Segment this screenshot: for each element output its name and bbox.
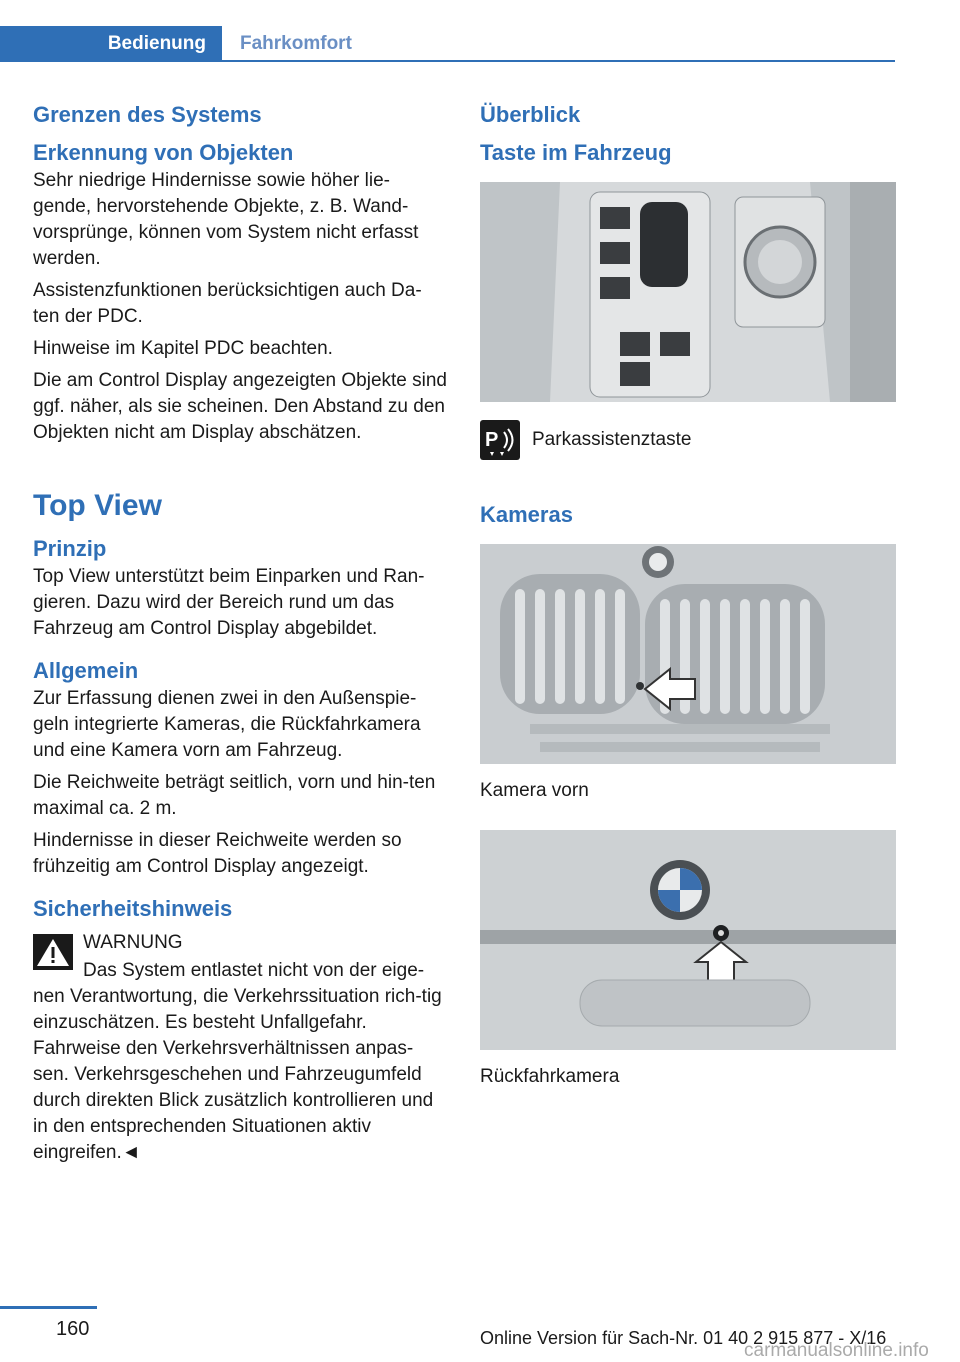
paragraph: Zur Erfassung dienen zwei in den Außenspie-geln integrierte Kameras, die Rückfahrkamera und eine Kamera vorn am Fahrzeug. [33,688,421,761]
paragraph: Top View unterstützt beim Einparken und Ran-gieren. Dazu wird der Bereich rund um das Fahrzeug am Control Display abgebildet. [33,566,425,639]
paragraph: Assistenzfunktionen berücksichtigen auch Da-ten der PDC. [33,280,422,327]
caption-front-camera: Kamera vorn [480,780,589,801]
heading-top-view: Top View [33,489,162,522]
watermark: carmanualsonline.info [744,1340,929,1361]
warning-block [33,930,448,1166]
heading-principle: Prinzip [33,536,107,561]
caption-rear-camera: Rückfahrkamera [480,1066,620,1087]
left-column [33,100,448,1166]
heading-general: Allgemein [33,658,139,683]
heading-limits: Grenzen des Systems [33,102,262,127]
rear-camera-image [480,830,896,1050]
center-console-image [480,182,896,402]
right-column [480,100,896,1090]
warning-triangle-icon [33,934,73,970]
tab-bedienung[interactable]: Bedienung [0,26,222,62]
footer-rule [0,1306,97,1309]
heading-safety: Sicherheitshinweis [33,896,233,921]
warning-title: WARNUNG [83,932,183,953]
header-bar [0,0,895,62]
heading-overview: Überblick [480,102,581,127]
footer-version: Online Version für Sach-Nr. 01 40 2 915 877 - X/16 [480,1328,887,1348]
paragraph: Die am Control Display angezeigten Objekte sind ggf. näher, als sie scheinen. Den Abstand zu den Objekten nicht am Display abschätzen. [33,370,447,443]
paragraph: Hinweise im Kapitel PDC beachten. [33,338,333,359]
heading-object-detection: Erkennung von Objekten [33,140,294,165]
paragraph: Die Reichweite beträgt seitlich, vorn und hin-ten maximal ca. 2 m. [33,772,436,819]
heading-cameras: Kameras [480,502,573,527]
page-number: 160 [56,1318,90,1340]
tab-fahrkomfort[interactable]: Fahrkomfort [240,33,352,54]
paragraph: Hindernisse in dieser Reichweite werden so frühzeitig am Control Display angezeigt. [33,830,402,877]
parking-assistant-icon [480,420,520,460]
heading-button-in-vehicle: Taste im Fahrzeug [480,140,672,165]
svg-text:P: P [485,429,499,451]
parking-assistant-label: Parkassistenztaste [532,429,692,450]
paragraph: Sehr niedrige Hindernisse sowie höher lie-gende, hervorstehende Objekte, z. B. Wand-vorsprünge, können vom System nicht erfasst werden. [33,170,419,269]
warning-text: Das System entlastet nicht von der eige-nen Verantwortung, die Verkehrssituation rich-tig einzuschätzen. Es besteht Unfallgefahr. Fahrweise den Verkehrsverhältnissen anpas-sen. Verkehrsgeschehen und Fahrzeugumfeld durch direkten Blick zusätzlich kontrollieren und in den entsprechenden Situationen aktiv eingreifen.◄ [33,960,442,1163]
front-camera-image [480,544,896,764]
parking-assistant-button-row [480,420,896,460]
